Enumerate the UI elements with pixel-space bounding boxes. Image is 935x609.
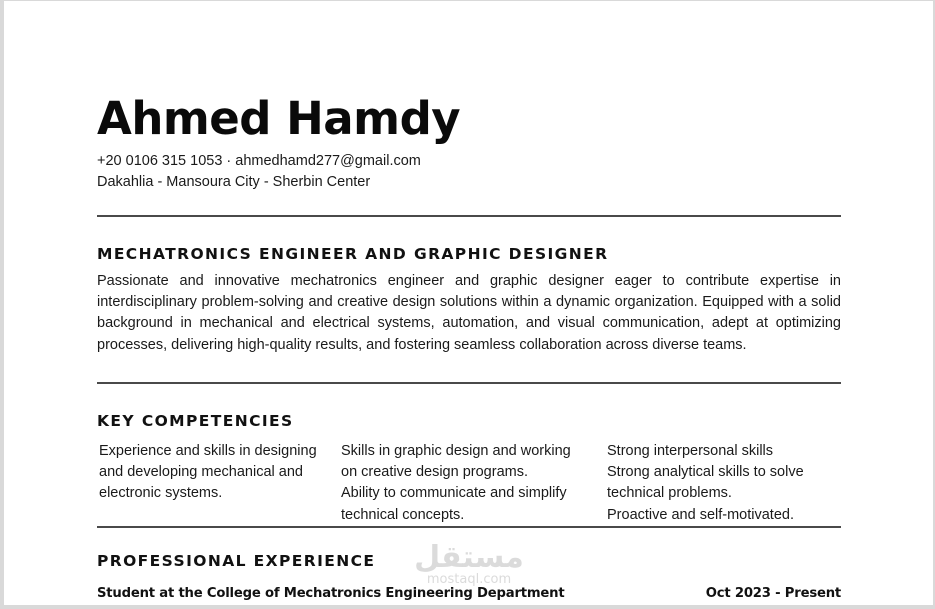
job-dates: Oct 2023 - Present — [705, 586, 841, 601]
divider — [97, 382, 841, 384]
experience-heading: PROFESSIONAL EXPERIENCE — [97, 552, 376, 570]
competency-line: Skills in graphic design and working — [341, 443, 571, 459]
competencies-heading: KEY COMPETENCIES — [97, 412, 294, 430]
competency-line: on creative design programs. — [341, 464, 528, 481]
candidate-name: Ahmed Hamdy — [97, 92, 461, 145]
contact-info — [97, 151, 421, 193]
competency-column-2 — [341, 441, 571, 526]
competency-line: technical problems. — [607, 485, 732, 502]
competency-column-1 — [99, 441, 317, 505]
summary-text: Passionate and innovative mechatronics engineer and graphic designer eager to contribute expertise in interdisciplinary problem-solving and creative design solutions within a dynamic organization. Equipped with a solid background in mechanical and electrical systems, automation, and visual communication, adept at optimizing processes, delivering high-quality results, and fostering seamless collaboration across diverse teams. — [97, 273, 841, 353]
watermark-arabic: مستقل — [414, 540, 524, 575]
competency-line: electronic systems. — [99, 485, 223, 502]
divider — [97, 215, 841, 217]
competency-line: Strong interpersonal skills — [607, 443, 774, 459]
competency-column-3 — [607, 441, 804, 526]
competency-line: Proactive and self-motivated. — [607, 506, 794, 523]
competency-line: Ability to communicate and simplify — [341, 485, 567, 502]
watermark — [409, 541, 529, 587]
competency-line: and developing mechanical and — [99, 464, 303, 481]
competency-line: Experience and skills in designing — [99, 443, 317, 459]
resume-page — [4, 1, 933, 605]
divider — [97, 526, 841, 528]
contact-address: Dakahlia - Mansoura City - Sherbin Center — [97, 174, 371, 190]
watermark-latin: mostaql.com — [426, 572, 512, 587]
job-title: Student at the College of Mechatronics Engineering Department — [97, 586, 565, 601]
summary-heading: MECHATRONICS ENGINEER AND GRAPHIC DESIGNER — [97, 245, 609, 263]
competency-line: technical concepts. — [341, 506, 465, 523]
contact-phone-email: +20 0106 315 1053 · ahmedhamd277@gmail.com — [97, 153, 421, 169]
competency-line: Strong analytical skills to solve — [607, 464, 804, 481]
